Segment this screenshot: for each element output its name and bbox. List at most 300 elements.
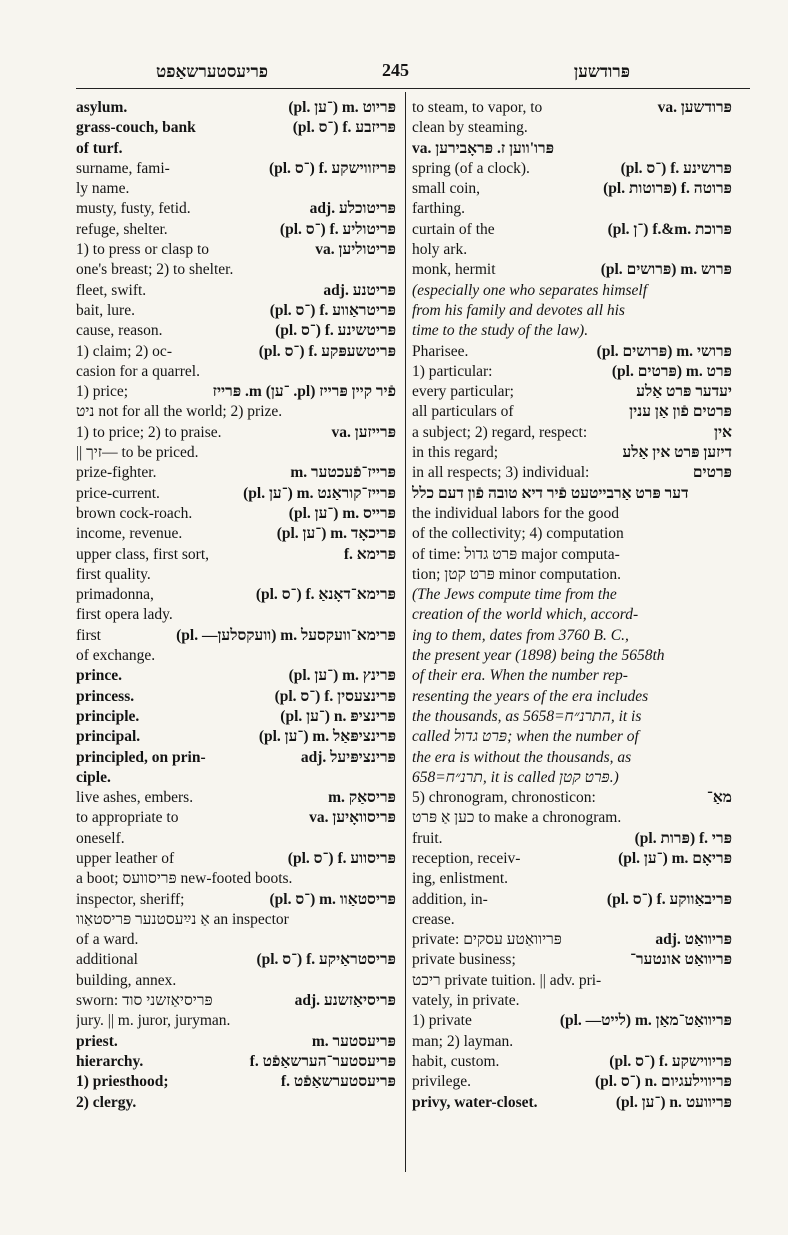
entry-definition: spring (of a clock). bbox=[412, 159, 530, 177]
dictionary-entry bbox=[76, 342, 396, 383]
entry-line bbox=[76, 240, 396, 260]
dictionary-entry bbox=[76, 423, 396, 464]
entry-line bbox=[76, 768, 396, 788]
entry-line bbox=[412, 321, 732, 341]
entry-definition: in this regard; bbox=[412, 444, 499, 462]
page-number: 245 bbox=[382, 60, 409, 80]
dictionary-entry bbox=[76, 666, 396, 686]
entry-line bbox=[76, 342, 396, 362]
entry-definition: musty, fusty, fetid. bbox=[76, 200, 191, 218]
entry-line bbox=[76, 179, 396, 199]
entry-definition: private: פּריוואַטע עסקים bbox=[412, 931, 562, 949]
dictionary-entry bbox=[412, 179, 732, 220]
right-guide-word: פּרודשען bbox=[573, 62, 630, 81]
entry-line bbox=[412, 484, 732, 504]
entry-line bbox=[76, 118, 396, 138]
entry-line bbox=[76, 849, 396, 869]
entry-definition: 1) particular: bbox=[412, 362, 493, 380]
entry-line bbox=[412, 707, 732, 727]
entry-line bbox=[412, 402, 732, 422]
entry-line bbox=[412, 727, 732, 747]
entry-definition: primadonna, bbox=[76, 586, 154, 604]
entry-line bbox=[412, 950, 732, 970]
entry-line bbox=[412, 220, 732, 240]
entry-headword: (pl. ־ס) f. פּריווישקע bbox=[609, 1052, 732, 1070]
entry-headword: (pl. ־ס) f. פּרימא־דאָנאַ bbox=[255, 586, 396, 604]
entry-definition: grass-couch, bank bbox=[76, 119, 196, 137]
entry-line bbox=[412, 1052, 732, 1072]
entry-headword: (pl. ־ען) m. פּרייז־קוראַנט bbox=[243, 484, 396, 502]
entry-definition: reception, receiv- bbox=[412, 849, 521, 867]
dictionary-entry bbox=[76, 504, 396, 524]
entry-headword: (pl. פּרטים) m. פּרט bbox=[611, 362, 732, 380]
dictionary-entry bbox=[412, 159, 732, 179]
entry-definition: אַ נײַעסטנער פּריסטאַוו an inspector bbox=[76, 910, 289, 928]
entry-definition: to appropriate to bbox=[76, 809, 179, 827]
entry-headword: m. פּרייז־פֿעכטער bbox=[290, 464, 396, 482]
entry-headword: f. פּריעסטערשאַפֿט bbox=[280, 1073, 396, 1091]
right-column bbox=[412, 98, 732, 1172]
entry-headword: (pl. ־ען) m. פּריכאָד bbox=[276, 525, 396, 543]
entry-definition: bait, lure. bbox=[76, 301, 135, 319]
entry-line bbox=[412, 605, 732, 625]
entry-line bbox=[412, 991, 732, 1011]
dictionary-entry bbox=[76, 707, 396, 727]
entry-line bbox=[76, 402, 396, 422]
entry-headword: דער פּרט אַרבייטעט פֿיר דיא טובה פֿון דעם כלל bbox=[412, 484, 689, 502]
dictionary-entry bbox=[412, 1052, 732, 1072]
entry-headword: (pl. ־ס) f. פּרושינע bbox=[620, 159, 732, 177]
dictionary-entry bbox=[76, 98, 396, 118]
entry-headword: (pl. ־ען) m. פּרינציפּאַל bbox=[258, 728, 396, 746]
entry-definition: 2) clergy. bbox=[76, 1093, 137, 1111]
entry-definition: the era is without the thousands, as bbox=[412, 748, 632, 766]
entry-definition: 5) chronogram, chronosticon: bbox=[412, 789, 596, 807]
dictionary-entry bbox=[76, 220, 396, 240]
entry-line bbox=[412, 1032, 732, 1052]
entry-definition: of the collectivity; 4) computation bbox=[412, 525, 624, 543]
entry-line bbox=[412, 301, 732, 321]
entry-headword: (pl. ־ס) f. פּריטשינע bbox=[275, 322, 396, 340]
entry-line bbox=[412, 1093, 732, 1113]
entry-headword: (pl. ־ס) n. פּריווילעגיום bbox=[595, 1073, 732, 1091]
entry-line bbox=[76, 950, 396, 970]
entry-definition: monk, hermit bbox=[412, 261, 496, 279]
entry-definition: refuge, shelter. bbox=[76, 220, 168, 238]
entry-definition: in all respects; 3) individual: bbox=[412, 464, 590, 482]
entry-headword: פּריוואַט אונטער־ bbox=[630, 951, 732, 969]
entry-definition: additional bbox=[76, 951, 138, 969]
entry-line bbox=[412, 1072, 732, 1092]
entry-line bbox=[412, 179, 732, 199]
entry-definition: 1) priesthood; bbox=[76, 1073, 169, 1091]
entry-headword: (pl. ־ס) f. פּריזווישקע bbox=[268, 159, 396, 177]
entry-definition: addition, in- bbox=[412, 890, 488, 908]
entry-line bbox=[76, 727, 396, 747]
entry-definition: 1) private bbox=[412, 1012, 472, 1030]
column-divider bbox=[405, 92, 406, 1172]
entry-line bbox=[412, 362, 732, 382]
entry-definition: privilege. bbox=[412, 1073, 471, 1091]
entry-definition: the thousands, as התרנ״ח=5658, it is bbox=[412, 707, 642, 725]
entry-definition: private business; bbox=[412, 951, 516, 969]
entry-line bbox=[412, 281, 732, 301]
entry-line bbox=[412, 748, 732, 768]
entry-headword: (pl. ־ען) n. פּרינציפּ bbox=[280, 707, 396, 725]
entry-definition: ciple. bbox=[76, 768, 111, 786]
entry-line bbox=[412, 240, 732, 260]
entry-line bbox=[412, 545, 732, 565]
entry-headword: m. פּריעסטער bbox=[311, 1032, 396, 1050]
entry-definition: 1) claim; 2) oc- bbox=[76, 342, 172, 360]
entry-line bbox=[412, 159, 732, 179]
entry-definition: fleet, swift. bbox=[76, 281, 147, 299]
entry-headword: (pl. ־ס) m. פּריסטאַוו bbox=[269, 890, 396, 908]
entry-definition: of time: פּרט גדול major computa- bbox=[412, 545, 620, 563]
entry-definition: creation of the world which, accord- bbox=[412, 606, 639, 624]
entry-definition: crease. bbox=[412, 910, 455, 928]
entry-definition: from his family and devotes all his bbox=[412, 301, 625, 319]
dictionary-entry bbox=[76, 1032, 396, 1052]
entry-headword: va. פּריסוואָיען bbox=[309, 809, 396, 827]
entry-line bbox=[412, 829, 732, 849]
entry-definition: brown cock-roach. bbox=[76, 504, 193, 522]
entry-definition: ניט not for all the world; 2) prize. bbox=[76, 403, 283, 421]
dictionary-entry bbox=[76, 808, 396, 849]
entry-line bbox=[412, 139, 732, 159]
entry-headword: (pl. —וועקסלען) m. פּרימא־וועקסעל bbox=[176, 626, 396, 644]
entry-definition: principal. bbox=[76, 728, 141, 746]
entry-definition: ing, enlistment. bbox=[412, 870, 509, 888]
entry-definition: of exchange. bbox=[76, 647, 156, 665]
entry-definition: clean by steaming. bbox=[412, 119, 528, 137]
entry-headword: (pl. ־ס) f. פּריבאַווקע bbox=[606, 890, 732, 908]
entry-line bbox=[412, 260, 732, 280]
entry-definition: of their era. When the number rep- bbox=[412, 667, 628, 685]
dictionary-entry bbox=[76, 281, 396, 301]
entry-line bbox=[76, 707, 396, 727]
entry-definition: ing to them, dates from 3760 B. C., bbox=[412, 626, 629, 644]
entry-line bbox=[76, 1011, 396, 1031]
entry-line bbox=[76, 199, 396, 219]
entry-definition: curtain of the bbox=[412, 220, 495, 238]
entry-definition: priest. bbox=[76, 1032, 118, 1050]
entry-definition: jury. || m. juror, juryman. bbox=[76, 1012, 231, 1030]
entry-line bbox=[412, 646, 732, 666]
entry-definition: time to the study of the law). bbox=[412, 322, 589, 340]
entry-line bbox=[76, 504, 396, 524]
entry-headword: f. פּרימא bbox=[343, 545, 396, 563]
entry-line bbox=[76, 1072, 396, 1092]
entry-line bbox=[76, 626, 396, 646]
entry-definition: resenting the years of the era includes bbox=[412, 687, 649, 705]
entry-definition: a subject; 2) regard, respect: bbox=[412, 423, 588, 441]
dictionary-entry bbox=[412, 139, 732, 159]
entry-line bbox=[412, 666, 732, 686]
entry-definition: of a ward. bbox=[76, 931, 139, 949]
entry-definition: man; 2) layman. bbox=[412, 1032, 514, 1050]
entry-headword: (pl. ־ען) m. פּריאָם bbox=[618, 849, 732, 867]
entry-line bbox=[412, 118, 732, 138]
entry-line bbox=[76, 301, 396, 321]
dictionary-entry bbox=[76, 199, 396, 219]
entry-definition: first bbox=[76, 626, 101, 644]
entry-headword: (pl. —לייט) m. פּריוואַט־מאַן bbox=[559, 1012, 732, 1030]
entry-line bbox=[412, 565, 732, 585]
entry-headword: פּרטים bbox=[692, 464, 732, 482]
page-header bbox=[76, 58, 750, 88]
entry-line bbox=[76, 139, 396, 159]
entry-line bbox=[412, 524, 732, 544]
entry-headword: (pl. ־ס) f. פּריטראַווע bbox=[269, 301, 396, 319]
entry-headword: adj. פּריטנע bbox=[323, 281, 396, 299]
entry-definition: income, revenue. bbox=[76, 525, 183, 543]
entry-definition: one's breast; 2) to shelter. bbox=[76, 261, 234, 279]
entry-headword: (pl. ־ס) f. פּרינצעסין bbox=[274, 687, 396, 705]
entry-definition: upper leather of bbox=[76, 849, 175, 867]
dictionary-entry bbox=[76, 950, 396, 991]
entry-headword: פֿיר קיין פּרייז (pl. ־ען) m. פּרייז bbox=[212, 383, 396, 401]
entry-headword: va. פּרודשען bbox=[657, 99, 732, 116]
entry-line bbox=[412, 504, 732, 524]
dictionary-entry bbox=[76, 585, 396, 626]
entry-line bbox=[76, 545, 396, 565]
dictionary-entry bbox=[412, 829, 732, 849]
entry-definition: || זיך— to be priced. bbox=[76, 444, 199, 462]
entry-definition: (The Jews compute time from the bbox=[412, 586, 617, 604]
entry-definition: to steam, to vapor, to bbox=[412, 99, 543, 116]
dictionary-entry bbox=[76, 626, 396, 667]
entry-headword: (pl. ־ען) n. פּריוועט bbox=[615, 1093, 732, 1111]
dictionary-entry bbox=[76, 545, 396, 586]
entry-line bbox=[76, 829, 396, 849]
entry-definition: 1) to price; 2) to praise. bbox=[76, 423, 222, 441]
entry-headword: (pl. ־ען) m. פּרייס bbox=[288, 504, 396, 522]
entry-headword: מאַ־ bbox=[706, 789, 732, 807]
entry-definition: of turf. bbox=[76, 139, 123, 157]
entry-headword: (pl. ־ן) f.&m. פּרוכת bbox=[607, 220, 732, 238]
entry-line bbox=[412, 849, 732, 869]
entry-definition: prize-fighter. bbox=[76, 464, 157, 482]
entry-line bbox=[412, 910, 732, 930]
entry-headword: (pl. ־ען) m. פּרינץ bbox=[288, 667, 396, 685]
entry-definition: farthing. bbox=[412, 200, 465, 218]
entry-line bbox=[76, 423, 396, 443]
entry-line bbox=[412, 626, 732, 646]
entry-line bbox=[412, 382, 732, 402]
entry-definition: Pharisee. bbox=[412, 342, 469, 360]
entry-headword: דיזען פּרט אין אַלע bbox=[622, 444, 732, 462]
dictionary-entry bbox=[412, 1072, 732, 1092]
dictionary-entry bbox=[412, 1093, 732, 1113]
entry-definition: building, annex. bbox=[76, 971, 177, 989]
entry-headword: m. פּריסאַק bbox=[328, 789, 396, 807]
dictionary-entry bbox=[76, 118, 396, 159]
entry-headword: adj. פּריוואַט bbox=[655, 931, 732, 949]
entry-definition: price-current. bbox=[76, 484, 160, 502]
entry-definition: ריכט private tuition. || adv. pri- bbox=[412, 971, 602, 989]
entry-definition: called פּרט גדול; when the number of bbox=[412, 728, 639, 746]
entry-line bbox=[412, 463, 732, 483]
entry-line bbox=[412, 808, 732, 828]
dictionary-entry bbox=[76, 788, 396, 808]
entry-definition: prince. bbox=[76, 667, 123, 685]
entry-line bbox=[76, 585, 396, 605]
dictionary-entry bbox=[412, 788, 732, 829]
entry-headword: va. פּרו'ווען ז. פּראָבירען bbox=[412, 139, 555, 157]
entry-line bbox=[76, 159, 396, 179]
entry-headword: יעדער פּרט אַלע bbox=[636, 383, 732, 401]
entry-line bbox=[76, 443, 396, 463]
entry-definition: all particulars of bbox=[412, 403, 514, 421]
entry-line bbox=[76, 930, 396, 950]
entry-definition: princess. bbox=[76, 687, 135, 705]
entry-headword: (pl. ־ס) f. פּריסווע bbox=[287, 849, 396, 867]
entry-headword: va. פּרייזען bbox=[331, 423, 396, 441]
entry-line bbox=[412, 585, 732, 605]
entry-line bbox=[76, 382, 396, 402]
left-column bbox=[76, 98, 396, 1172]
dictionary-entry bbox=[76, 159, 396, 200]
entry-line bbox=[76, 98, 396, 118]
entry-definition: a boot; פּריסוועס new-footed boots. bbox=[76, 870, 293, 888]
entry-headword: (pl. פּרוטות) f. פּרוטה bbox=[603, 180, 732, 198]
entry-definition: כען אַ פּרט to make a chronogram. bbox=[412, 809, 622, 827]
entry-definition: habit, custom. bbox=[412, 1052, 500, 1070]
entry-headword: פּרטים פֿון אַן ענין bbox=[629, 403, 732, 421]
entry-definition: תרנ״ח=658, it is called פּרט קטן.) bbox=[412, 768, 619, 786]
entry-line bbox=[76, 788, 396, 808]
entry-headword: adj. פּריסיאַזשנע bbox=[294, 992, 396, 1010]
entry-headword: (pl. ־ס) f. פּריזבע bbox=[292, 119, 396, 137]
entry-line bbox=[76, 646, 396, 666]
entry-line bbox=[412, 890, 732, 910]
entry-line bbox=[76, 321, 396, 341]
entry-line bbox=[412, 768, 732, 788]
entry-headword: va. פּריטוליען bbox=[315, 241, 396, 259]
entry-line bbox=[76, 666, 396, 686]
entry-definition: first quality. bbox=[76, 565, 151, 583]
left-guide-word: פריעסטערשאַפט bbox=[156, 62, 269, 81]
entry-definition: asylum. bbox=[76, 99, 128, 116]
entry-line bbox=[76, 748, 396, 768]
entry-headword: (pl. פּרושים) m. פּרושי bbox=[596, 342, 732, 360]
entry-line bbox=[76, 220, 396, 240]
entry-headword: (pl. ־ס) f. פּריסטראַיקע bbox=[256, 951, 396, 969]
entry-definition: casion for a quarrel. bbox=[76, 362, 200, 380]
entry-line bbox=[412, 98, 732, 118]
dictionary-entry bbox=[412, 362, 732, 585]
entry-line bbox=[76, 687, 396, 707]
dictionary-entry bbox=[76, 484, 396, 504]
entry-line bbox=[412, 687, 732, 707]
entry-line bbox=[76, 362, 396, 382]
entry-headword: adj. פּריטוכלע bbox=[309, 200, 396, 218]
dictionary-entry bbox=[76, 727, 396, 747]
entry-headword: אין bbox=[714, 423, 732, 441]
dictionary-entry bbox=[412, 98, 732, 139]
dictionary-entry bbox=[76, 1052, 396, 1072]
dictionary-entry bbox=[412, 220, 732, 261]
entry-headword: f. פּריעסטער־הערשאַפֿט bbox=[249, 1052, 396, 1070]
entry-line bbox=[76, 484, 396, 504]
entry-definition: holy ark. bbox=[412, 241, 468, 259]
dictionary-entry bbox=[76, 849, 396, 890]
dictionary-entry bbox=[76, 321, 396, 341]
dictionary-entry bbox=[76, 240, 396, 281]
entry-line bbox=[76, 890, 396, 910]
dictionary-entry bbox=[76, 1072, 396, 1113]
entry-definition: upper class, first sort, bbox=[76, 545, 210, 563]
dictionary-entry bbox=[412, 890, 732, 931]
entry-line bbox=[76, 1032, 396, 1052]
entry-line bbox=[76, 565, 396, 585]
entry-definition: inspector, sheriff; bbox=[76, 890, 185, 908]
dictionary-entry bbox=[76, 748, 396, 789]
dictionary-entry bbox=[412, 260, 732, 280]
entry-definition: 1) price; bbox=[76, 383, 129, 401]
entry-line bbox=[412, 788, 732, 808]
entry-definition: every particular; bbox=[412, 383, 514, 401]
entry-line bbox=[76, 1052, 396, 1072]
dictionary-entry bbox=[412, 342, 732, 362]
entry-line bbox=[412, 869, 732, 889]
entry-headword: (pl. ־ען) m. פּריוט bbox=[288, 99, 396, 116]
entry-line bbox=[76, 910, 396, 930]
dictionary-entry bbox=[76, 382, 396, 423]
dictionary-entry bbox=[76, 524, 396, 544]
entry-definition: sworn: פּריסיאַזשני סוד bbox=[76, 992, 213, 1010]
entry-line bbox=[76, 971, 396, 991]
dictionary-entry bbox=[76, 463, 396, 483]
entry-definition: ly name. bbox=[76, 180, 130, 198]
entry-line bbox=[412, 443, 732, 463]
entry-headword: (pl. פּרושים) m. פּרוש bbox=[600, 261, 732, 279]
entry-definition: the individual labors for the good bbox=[412, 504, 620, 522]
entry-line bbox=[76, 463, 396, 483]
dictionary-entry bbox=[76, 301, 396, 321]
entry-definition: hierarchy. bbox=[76, 1052, 144, 1070]
entry-definition: surname, fami- bbox=[76, 159, 170, 177]
dictionary-entry bbox=[412, 930, 732, 1011]
entry-definition: the present year (1898) being the 5658th bbox=[412, 647, 665, 665]
entry-line bbox=[412, 971, 732, 991]
dictionary-entry bbox=[412, 1011, 732, 1052]
entry-line bbox=[76, 281, 396, 301]
dictionary-entry bbox=[412, 849, 732, 890]
entry-definition: live ashes, embers. bbox=[76, 789, 194, 807]
entry-line bbox=[412, 1011, 732, 1031]
entry-definition: cause, reason. bbox=[76, 322, 163, 340]
entry-definition: privy, water-closet. bbox=[412, 1093, 538, 1111]
dictionary-entry bbox=[412, 281, 732, 342]
entry-line bbox=[76, 1093, 396, 1113]
entry-line bbox=[76, 808, 396, 828]
entry-line bbox=[76, 260, 396, 280]
entry-line bbox=[412, 199, 732, 219]
entry-line bbox=[76, 605, 396, 625]
entry-definition: 1) to press or clasp to bbox=[76, 241, 210, 259]
entry-definition: (especially one who separates himself bbox=[412, 281, 648, 299]
dictionary-entry bbox=[412, 585, 732, 788]
entry-line bbox=[412, 423, 732, 443]
entry-line bbox=[76, 524, 396, 544]
dictionary-entry bbox=[76, 687, 396, 707]
entry-definition: oneself. bbox=[76, 829, 125, 847]
entry-definition: principle. bbox=[76, 707, 140, 725]
dictionary-entry bbox=[76, 991, 396, 1032]
entry-headword: (pl. פּרות) f. פּרי bbox=[634, 829, 732, 847]
